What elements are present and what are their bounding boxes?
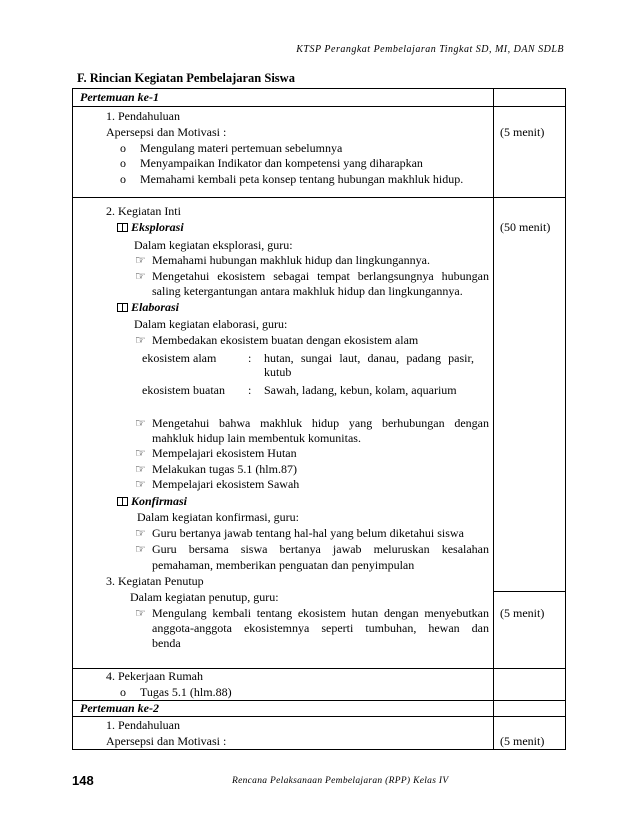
list-item: Membedakan ekosistem buatan dengan ekosistem alam (152, 333, 419, 347)
ekosistem-alam-label: ekosistem alam (142, 351, 217, 365)
pendahuluan-time: (5 menit) (500, 125, 545, 139)
row-divider (72, 106, 565, 107)
eksplorasi-heading (117, 221, 184, 235)
konfirmasi-intro: Dalam kegiatan konfirmasi, guru: (137, 510, 299, 524)
row-divider (493, 591, 565, 592)
list-item: Tugas 5.1 (hlm.88) (140, 685, 232, 699)
time-column-divider (493, 88, 494, 749)
inti-time: (50 menit) (500, 220, 551, 234)
pendahuluan-title: 1. Pendahuluan (106, 109, 180, 123)
bullet-icon: o (120, 172, 126, 186)
running-footer: Rencana Pelaksanaan Pembelajaran (RPP) Kelas IV (232, 776, 449, 786)
list-item: Mempelajari ekosistem Sawah (152, 477, 300, 491)
elaborasi-heading (117, 301, 179, 315)
list-item-continuation: mahkluk hidup lain membentuk komunitas. (152, 431, 361, 445)
pointing-hand-icon: ☞ (135, 333, 146, 347)
bullet-icon: o (120, 141, 126, 155)
apersepsi-label: Apersepsi dan Motivasi : (106, 125, 227, 139)
book-icon (117, 223, 128, 232)
list-item: Mempelajari ekosistem Hutan (152, 446, 297, 460)
list-item: Memahami hubungan makhluk hidup dan lingkungannya. (152, 253, 430, 267)
section-title: F. Rincian Kegiatan Pembelajaran Siswa (77, 71, 295, 85)
elaborasi-intro: Dalam kegiatan elaborasi, guru: (134, 317, 288, 331)
pointing-hand-icon: ☞ (135, 416, 146, 430)
eksplorasi-label: Eksplorasi (131, 220, 184, 234)
meeting-1-heading: Pertemuan ke-1 (80, 90, 159, 104)
running-header: KTSP Perangkat Pembelajaran Tingkat SD, MI, DAN SDLB (296, 44, 564, 55)
pointing-hand-icon: ☞ (135, 606, 146, 620)
list-item-continuation: anggota-anggota ekosistemnya seperti tumbuhan, hewan dan (152, 621, 489, 635)
row-divider (72, 197, 565, 198)
elaborasi-label: Elaborasi (131, 300, 180, 314)
ekosistem-buatan-value: Sawah, ladang, kebun, kolam, aquarium (264, 383, 457, 397)
list-item: Mengulang materi pertemuan sebelumnya (140, 141, 343, 155)
bullet-icon: o (120, 156, 126, 170)
list-item-continuation: saling ketergantungan antara makhluk hidup dan lingkungannya. (152, 284, 463, 298)
list-item-continuation: benda (152, 636, 181, 650)
penutup-intro: Dalam kegiatan penutup, guru: (130, 590, 279, 604)
meeting-2-heading: Pertemuan ke-2 (80, 701, 159, 715)
list-item: Mengetahui ekosistem sebagai tempat berlangsungnya hubungan (152, 269, 489, 283)
pr-title: 4. Pekerjaan Rumah (106, 669, 203, 683)
pointing-hand-icon: ☞ (135, 269, 146, 283)
row-divider (72, 716, 565, 717)
ekosistem-alam-value-continuation: kutub (264, 365, 292, 379)
list-item: Mengulang kembali tentang ekosistem hutan dengan menyebutkan (152, 606, 489, 620)
pendahuluan2-title: 1. Pendahuluan (106, 718, 180, 732)
pointing-hand-icon: ☞ (135, 542, 146, 556)
konfirmasi-heading (117, 495, 187, 509)
list-item: Melakukan tugas 5.1 (hlm.87) (152, 462, 297, 476)
pointing-hand-icon: ☞ (135, 462, 146, 476)
list-item: Mengetahui bahwa makhluk hidup yang berhubungan dengan (152, 416, 489, 430)
list-item: Menyampaikan Indikator dan kompetensi yang diharapkan (140, 156, 423, 170)
pointing-hand-icon: ☞ (135, 477, 146, 491)
ekosistem-alam-value: hutan, sungai laut, danau, padang pasir, (264, 351, 474, 365)
ekosistem-buatan-label: ekosistem buatan (142, 383, 225, 397)
bullet-icon: o (120, 685, 126, 699)
pointing-hand-icon: ☞ (135, 526, 146, 540)
eksplorasi-intro: Dalam kegiatan eksplorasi, guru: (134, 238, 293, 252)
konfirmasi-label: Konfirmasi (131, 494, 188, 508)
colon: : (248, 351, 252, 365)
book-icon (117, 497, 128, 506)
list-item-continuation: pemahaman, memberikan penguatan dan penyimpulan (152, 558, 415, 572)
page-number: 148 (72, 773, 94, 788)
pointing-hand-icon: ☞ (135, 253, 146, 267)
book-icon (117, 303, 128, 312)
inti-title: 2. Kegiatan Inti (106, 204, 181, 218)
list-item: Guru bertanya jawab tentang hal-hal yang belum diketahui siswa (152, 526, 464, 540)
colon: : (248, 383, 252, 397)
pointing-hand-icon: ☞ (135, 446, 146, 460)
penutup-title: 3. Kegiatan Penutup (106, 574, 204, 588)
list-item: Memahami kembali peta konsep tentang hubungan makhluk hidup. (140, 172, 464, 186)
list-item: Guru bersama siswa bertanya jawab meluruskan kesalahan (152, 542, 489, 556)
pendahuluan2-time: (5 menit) (500, 734, 545, 748)
penutup-time: (5 menit) (500, 606, 545, 620)
apersepsi2-label: Apersepsi dan Motivasi : (106, 734, 227, 748)
